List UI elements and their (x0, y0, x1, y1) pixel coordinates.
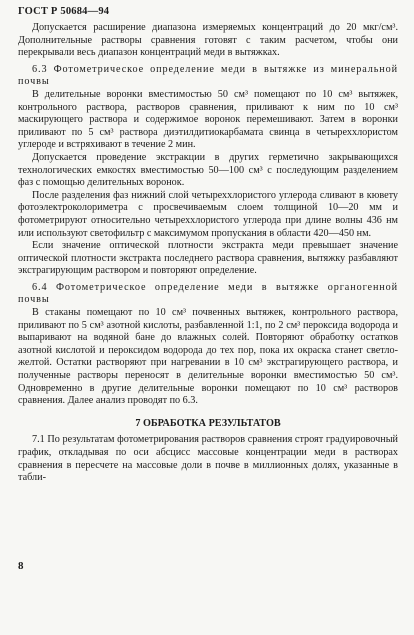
paragraph-organogenic-procedure: В стаканы помещают по 10 см³ почвенных вытяжек, контрольного раствора, приливают по 5 см³ азотной кислоты, разбавленной 1:1, по 2 см³ пероксида водорода и выпаривают на водяной бане до влажных солей. Повторяют обработку остатков азотной кислотой и пероксидом водорода до тех пор, пока их окраска станет светло-желтой. Остатки растворяют при нагревании в 10 см³ экстрагирующего раствора, и полученные растворы переносят в делительные воронки вместимостью 50 см³. Одновременно в другие делительные воронки помещают по 10 см³ растворов сравнения. Далее анализ проводят по 6.3. (18, 307, 398, 407)
paragraph-range-extension: Допускается расширение диапазона измеряемых концентраций до 20 мкг/см³. Дополнительные растворы сравнения готовят с таким расчетом, чтобы они перекрывали весь диапазон концентраций меди в вытяжках. (18, 22, 398, 59)
page-body (18, 22, 398, 485)
paragraph-extraction-procedure: В делительные воронки вместимостью 50 см³ помещают по 10 см³ вытяжек, контрольного раствора, растворов сравнения, приливают к ним по 10 см³ маскирующего раствора и содержимое воронок перемешивают. Затем в воронки приливают по 5 см³ раствора диэтилдитиокарбамата свинца в четыреххлористом углероде и встряхивают в течение 2 мин. (18, 88, 398, 151)
subsection-heading-6-4: 6.4 Фотометрическое определение меди в вытяжке органогенной почвы (18, 281, 398, 306)
subsection-heading-6-3: 6.3 Фотометрическое определение меди в вытяжке из минеральной почвы (18, 63, 398, 88)
section-heading-7: 7 ОБРАБОТКА РЕЗУЛЬТАТОВ (135, 417, 281, 429)
paragraph-extraction-alternative: Допускается проведение экстракции в других герметично закрывающихся технологических емкостях вместимостью 50—100 см³ с последующим разделением фаз с помощью делительных воронок. (18, 151, 398, 189)
page-number: 8 (18, 560, 24, 572)
running-header: ГОСТ Р 50684—94 (18, 6, 110, 17)
paragraph-calibration: 7.1 По результатам фотометрирования растворов сравнения строят градуировочный график, откладывая по оси абсцисс массовые концентрации меди в растворах сравнения в пересчете на массовые доли в почве в миллионных долях, указанные в табли- (18, 434, 398, 484)
paragraph-phase-separation: После разделения фаз нижний слой четыреххлористого углерода сливают в кювету фотоэлектроколориметра с просвечиваемым слоем толщиной 10—20 мм и фотометрируют относительно четыреххлористого углерода при длине волны 436 нм или используют светофильтр с максимумом пропускания в области 420—450 нм. (18, 189, 398, 239)
paragraph-dilution: Если значение оптической плотности экстракта меди превышает значение оптической плотности экстракта последнего раствора сравнения, вытяжку разбавляют экстрагирующим раствором и повторяют определение. (18, 240, 398, 277)
